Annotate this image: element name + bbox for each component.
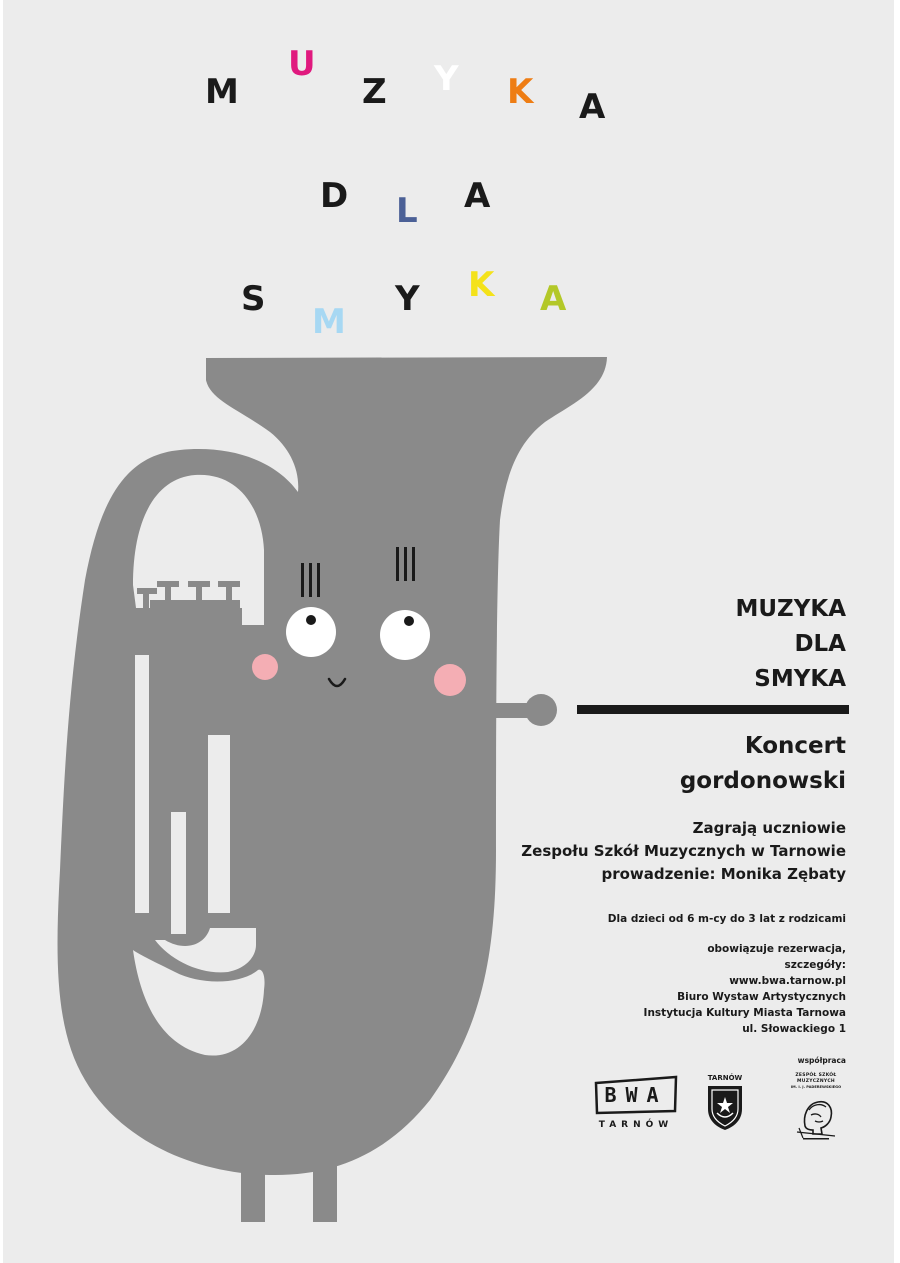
performers-line: prowadzenie: Monika Zębaty (601, 865, 846, 883)
performers-line: Zespołu Szkół Muzycznych w Tarnowie (521, 842, 846, 860)
school-patron: IM. I. J. PADEREWSKIEGO (790, 1085, 842, 1089)
title-letter: K (507, 72, 534, 112)
left-eyebrow (301, 563, 320, 597)
info-line: szczegóły: (784, 959, 846, 971)
crest-label: TARNÓW (707, 1074, 743, 1082)
subheading-line: gordonowski (679, 768, 846, 794)
left-pupil (306, 615, 316, 625)
left-eye (286, 607, 336, 657)
school-name: ZESPÓŁ SZKÓŁ MUZYCZNYCH (795, 1073, 837, 1084)
title-letter: D (320, 176, 349, 216)
right-eye (380, 610, 430, 660)
info-line: obowiązuje rezerwacja, (707, 943, 846, 955)
title-letter: M (205, 72, 239, 112)
tarnow-crest-icon (705, 1083, 745, 1131)
divider-bar (577, 705, 849, 714)
title-letter: A (579, 87, 606, 127)
performers (521, 817, 846, 886)
title-letter: U (288, 44, 316, 84)
heading-line: MUZYKA (735, 596, 846, 622)
heading (735, 592, 846, 697)
right-cheek (434, 664, 466, 696)
left-cheek (252, 654, 278, 680)
title-letter: K (468, 265, 495, 305)
title-letter: M (312, 302, 346, 342)
bwa-mark: BWA (604, 1083, 668, 1107)
website-link[interactable]: www.bwa.tarnow.pl (729, 975, 846, 987)
title-letter: A (464, 176, 491, 216)
title-letter: Z (362, 72, 387, 112)
right-pupil (404, 616, 414, 626)
performers-line: Zagrają uczniowie (692, 819, 846, 837)
info-line: Biuro Wystaw Artystycznych (677, 991, 846, 1003)
title-letter: L (396, 191, 418, 231)
info-line: ul. Słowackiego 1 (742, 1023, 846, 1035)
bwa-city: TARNÓW (598, 1120, 674, 1130)
info-line: Instytucja Kultury Miasta Tarnowa (643, 1007, 846, 1019)
heading-line: DLA (794, 631, 846, 657)
title-letter: A (540, 279, 567, 319)
school-logo (777, 1073, 855, 1143)
bwa-logo (593, 1075, 679, 1137)
tarnow-crest (703, 1074, 747, 1134)
title-letter: Y (395, 279, 420, 319)
school-emblem-icon (791, 1090, 841, 1140)
heading-line: SMYKA (754, 666, 846, 692)
title-letter: Y (434, 59, 459, 99)
title-letter: S (241, 279, 266, 319)
audience-note: Dla dzieci od 6 m-cy do 3 lat z rodzicami (607, 913, 846, 925)
subheading-line: Koncert (744, 733, 846, 759)
cooperation-label: współpraca (797, 1056, 846, 1065)
info-block (644, 941, 846, 1037)
subheading (680, 729, 846, 799)
right-eyebrow (396, 547, 415, 581)
